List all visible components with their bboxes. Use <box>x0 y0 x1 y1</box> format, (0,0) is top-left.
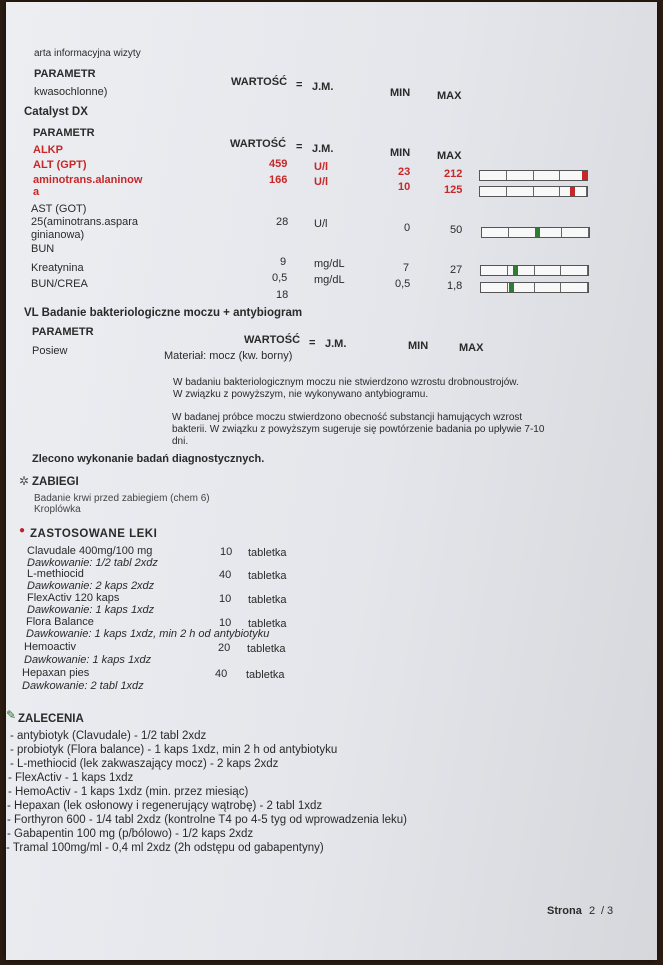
range-bar-ast <box>481 227 590 238</box>
drug-unit: tabletka <box>246 669 285 681</box>
recommendation-item: - Tramal 100mg/ml - 0,4 ml 2xdz (2h odstępu od gabapentyny) <box>6 842 324 854</box>
section-zalecenia: ZALECENIA <box>18 713 84 725</box>
row-min-alt: 23 <box>398 166 411 178</box>
range-bar-alt <box>479 170 588 181</box>
row-max-bun: 27 <box>450 264 463 276</box>
drug-dose: Dawkowanie: 2 tabl 1xdz <box>22 680 144 692</box>
drug-qty: 10 <box>220 546 233 558</box>
procedure-item: Badanie krwi przed zabiegiem (chem 6) <box>34 493 210 504</box>
row-name-alkp: ALKP <box>33 144 63 156</box>
unit-header: J.M. <box>312 81 334 93</box>
section-catalyst: Catalyst DX <box>24 106 88 118</box>
drug-qty: 40 <box>219 569 232 581</box>
recommendation-item: - L-methiocid (lek zakwaszający mocz) - 2 kaps 2xdz <box>10 758 279 770</box>
document-title: arta informacyjna wizyty <box>34 48 141 59</box>
row-name-bun: BUN <box>31 243 55 255</box>
param-header: PARAMETR <box>33 127 95 139</box>
result-line: W badanej próbce moczu stwierdzono obecność substancji hamujących wzrost <box>172 412 523 423</box>
row-name-ast-cont2: ginianowa) <box>31 229 85 241</box>
min-header: MIN <box>390 87 411 99</box>
recommendation-item: - Gabapentin 100 mg (p/bólowo) - 1/2 kaps 2xdz <box>7 828 254 840</box>
result-line: W badaniu bakteriologicznym moczu nie stwierdzono wzrostu drobnoustrojów. <box>173 377 519 388</box>
drug-dose: Dawkowanie: 1 kaps 1xdz <box>27 604 155 616</box>
unit-header: J.M. <box>325 338 347 350</box>
footer-page-number: 2 <box>589 905 596 917</box>
row-max-alt: 212 <box>444 168 463 180</box>
drug-name: Clavudale 400mg/100 mg <box>27 545 153 557</box>
procedure-icon: ✲ <box>19 474 30 488</box>
max-header: MAX <box>459 342 484 354</box>
drug-qty: 10 <box>219 617 232 629</box>
min-header: MIN <box>390 147 411 159</box>
drug-unit: tabletka <box>248 570 287 582</box>
row-value-aminotrans: 166 <box>269 174 288 186</box>
footer-page-sep: / <box>601 905 605 917</box>
min-header: MIN <box>408 340 429 352</box>
row-name-kreatynina: Kreatynina <box>31 262 84 274</box>
recommendation-item: - Forthyron 600 - 1/4 tabl 2xdz (kontrolne T4 po 4-5 tyg od wprowadzenia leku) <box>7 814 407 826</box>
value-header: WARTOŚĆ <box>231 76 288 88</box>
row-value-ast: 28 <box>276 216 289 228</box>
section-bacteria: VL Badanie bakteriologiczne moczu + antybiogram <box>24 307 303 319</box>
pill-icon: ● <box>19 525 26 536</box>
range-bar-kreatynina <box>480 282 589 293</box>
row-value-alt: 459 <box>269 158 288 170</box>
row-name-ast-cont: 25(aminotrans.aspara <box>31 216 139 228</box>
row-name-aminotrans: aminotrans.alaninow <box>33 174 143 186</box>
drug-qty: 40 <box>215 668 228 680</box>
row-value-kreatynina: 0,5 <box>272 272 288 284</box>
row-name-bun-crea: BUN/CREA <box>31 278 88 290</box>
recommendation-item: - FlexActiv - 1 kaps 1xdz <box>8 772 134 784</box>
drug-name: L-methiocid <box>27 568 84 580</box>
drug-name: FlexActiv 120 kaps <box>27 592 120 604</box>
drug-name: Flora Balance <box>26 616 94 628</box>
row-unit-bun: mg/dL <box>314 258 345 270</box>
range-marker <box>513 266 518 275</box>
section-zabiegi: ZABIEGI <box>32 476 79 488</box>
param-header: PARAMETR <box>32 326 94 338</box>
eq-header: = <box>309 337 316 349</box>
range-bar-aminotrans <box>479 186 588 197</box>
range-marker <box>509 283 514 292</box>
max-header: MAX <box>437 90 462 102</box>
row-min-bun: 7 <box>403 262 410 274</box>
drug-unit: tabletka <box>248 618 287 630</box>
procedure-item: Kroplówka <box>34 504 81 515</box>
max-header: MAX <box>437 150 462 162</box>
document-page <box>6 2 657 960</box>
drug-unit: tabletka <box>248 594 287 606</box>
row-unit-ast: U/l <box>314 218 328 230</box>
row-unit-alt: U/l <box>314 161 329 173</box>
value-header: WARTOŚĆ <box>230 138 287 150</box>
row-value-bun-crea: 18 <box>276 289 289 301</box>
footer-page-label: Strona <box>547 905 582 917</box>
section-leki: ZASTOSOWANE LEKI <box>30 528 158 540</box>
eq-header: = <box>296 141 303 153</box>
param-header: PARAMETR <box>34 68 96 80</box>
recommendation-item: - HemoActiv - 1 kaps 1xdz (min. przez miesiąc) <box>8 786 249 798</box>
row-max-ast: 50 <box>450 224 463 236</box>
drug-dose: Dawkowanie: 1 kaps 1xdz <box>24 654 152 666</box>
result-line: W związku z powyższym, nie wykonywano antybiogramu. <box>173 389 429 400</box>
result-line: bakterii. W związku z powyższym sugeruje się powtórzenie badania po upływie 7-10 <box>172 424 545 435</box>
drug-dose: Dawkowanie: 2 kaps 2xdz <box>27 580 155 592</box>
unit-header: J.M. <box>312 143 334 155</box>
drug-qty: 20 <box>218 642 231 654</box>
recommendation-item: - probiotyk (Flora balance) - 1 kaps 1xdz, min 2 h od antybiotyku <box>10 744 338 756</box>
drug-unit: tabletka <box>248 547 287 559</box>
footer-page-total: 3 <box>607 905 614 917</box>
range-marker <box>570 187 575 196</box>
row-name-posiew: Posiew <box>32 345 68 357</box>
range-marker <box>535 228 540 237</box>
row-name-ast: AST (GOT) <box>31 203 87 215</box>
drug-name: Hemoactiv <box>24 641 76 653</box>
row-unit-kreatynina: mg/dL <box>314 274 345 286</box>
row-value-bun: 9 <box>280 256 287 268</box>
drug-dose: Dawkowanie: 1 kaps 1xdz, min 2 h od antybiotyku <box>26 628 270 640</box>
recommendation-item: - Hepaxan (lek osłonowy i regenerujący wątrobę) - 2 tabl 1xdz <box>7 800 323 812</box>
row-min-ast: 0 <box>404 222 411 234</box>
eq-header: = <box>296 79 303 91</box>
result-line: dni. <box>172 436 189 447</box>
row-max-aminotrans: 125 <box>444 184 463 196</box>
drug-qty: 10 <box>219 593 232 605</box>
range-marker <box>582 171 587 180</box>
row-unit-aminotrans: U/l <box>314 176 329 188</box>
row-name-alt: ALT (GPT) <box>33 159 87 171</box>
row-fragment: kwasochlonne) <box>34 86 108 98</box>
range-bar-bun <box>480 265 589 276</box>
drug-unit: tabletka <box>247 643 286 655</box>
drug-name: Hepaxan pies <box>22 667 90 679</box>
row-name-aminotrans-cont: a <box>33 186 40 198</box>
value-header: WARTOŚĆ <box>244 334 301 346</box>
row-min-kreatynina: 0,5 <box>395 278 411 290</box>
recommendation-item: - antybiotyk (Clavudale) - 1/2 tabl 2xdz <box>10 730 207 742</box>
pencil-icon: ✎ <box>6 708 17 722</box>
ordered-note: Zlecono wykonanie badań diagnostycznych. <box>32 453 265 465</box>
material-text: Materiał: mocz (kw. borny) <box>164 350 293 362</box>
row-max-kreatynina: 1,8 <box>447 280 463 292</box>
row-min-aminotrans: 10 <box>398 181 411 193</box>
drug-dose: Dawkowanie: 1/2 tabl 2xdz <box>27 557 158 569</box>
